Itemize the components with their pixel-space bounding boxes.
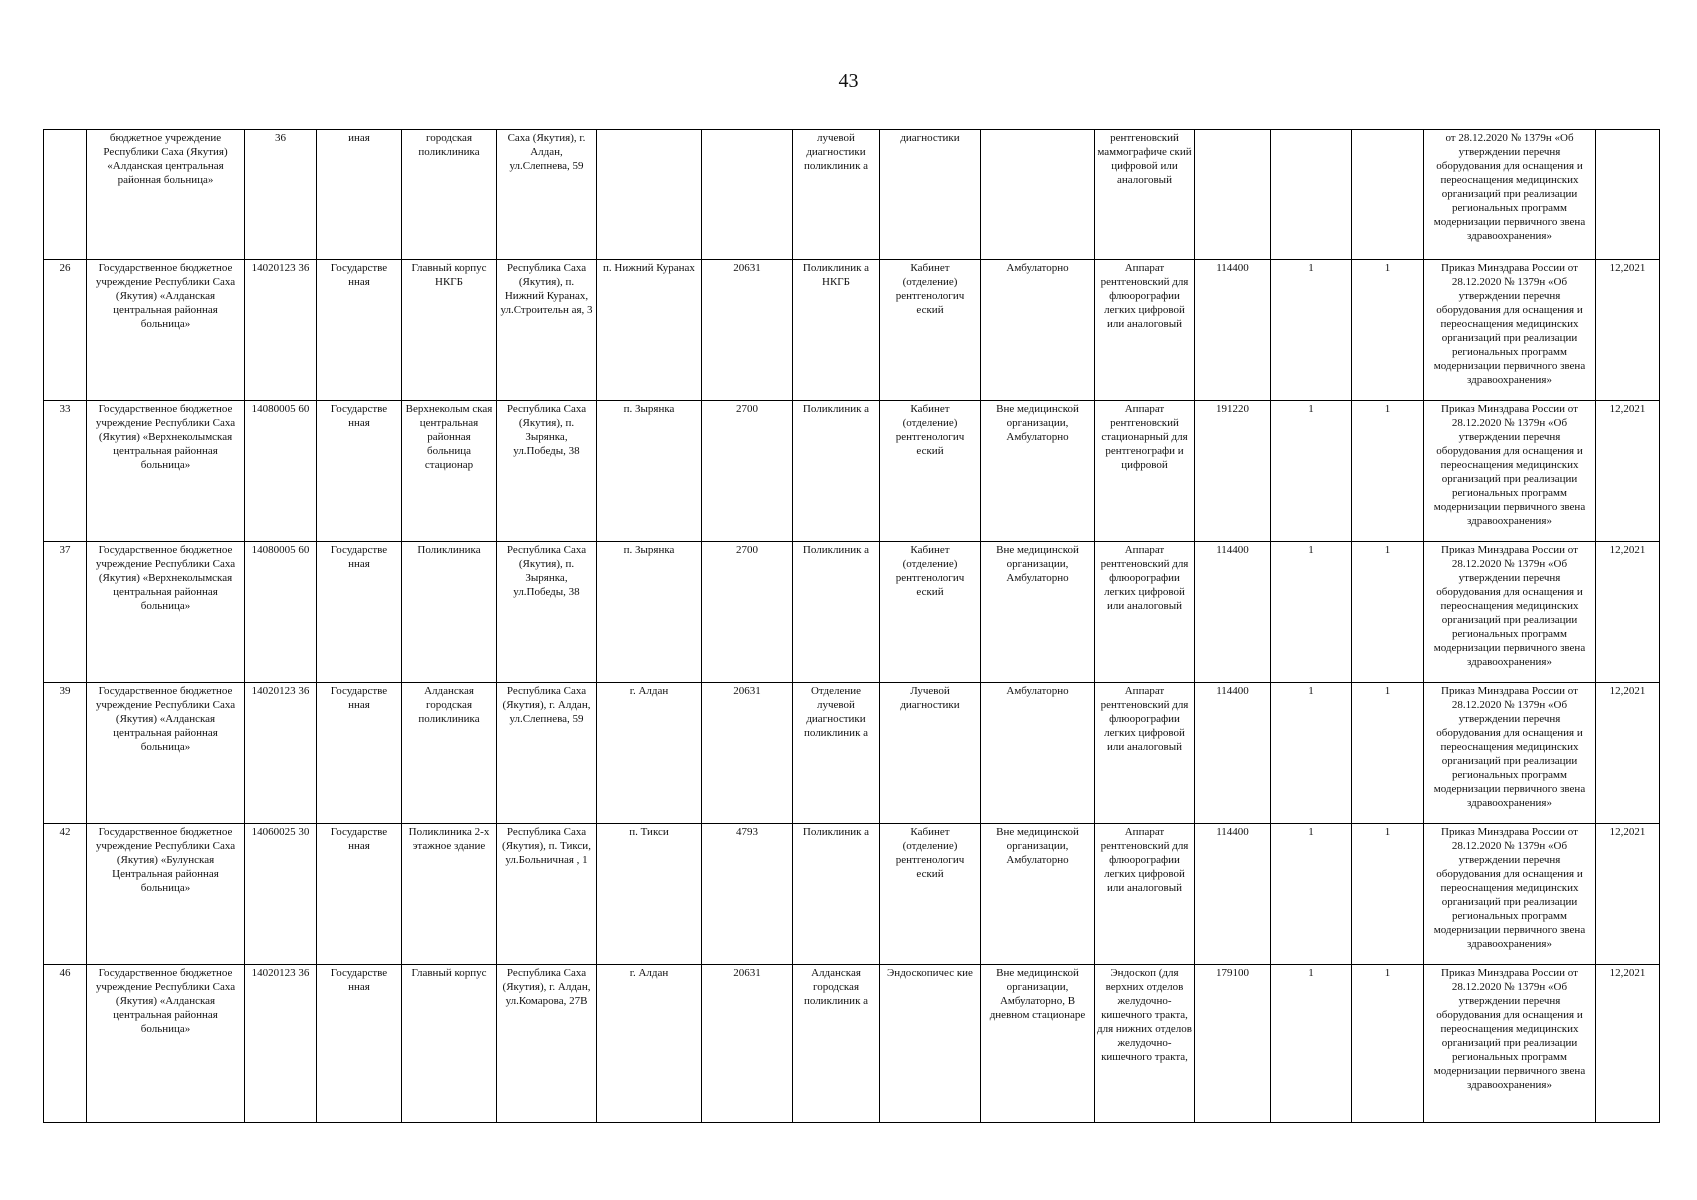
table-row xyxy=(44,542,1660,683)
ownership-form-cell: Государстве нная xyxy=(317,542,402,683)
conditions-cell: Вне медицинской организации, Амбулаторно xyxy=(981,542,1095,683)
organization-name-cell: Государственное бюджетное учреждение Республики Саха (Якутия) «Верхнеколымская центральная районная больница» xyxy=(87,542,245,683)
population-cell: 2700 xyxy=(702,401,793,542)
ownership-form-cell: Государстве нная xyxy=(317,824,402,965)
equipment-cell: Аппарат рентгеновский для флюорографии легких цифровой или аналоговый xyxy=(1095,260,1195,401)
address-cell: Республика Саха (Якутия), п. Нижний Куранах, ул.Строительн ая, 3 xyxy=(497,260,597,401)
subdivision-cell: Отделение лучевой диагностики поликлиник а xyxy=(793,683,880,824)
building-cell: Верхнеколым ская центральная районная больница стационар xyxy=(402,401,497,542)
locality-cell: г. Алдан xyxy=(597,965,702,1123)
deadline-cell: 12,2021 xyxy=(1596,260,1660,401)
quantity-needed-cell: 1 xyxy=(1271,683,1352,824)
legal-basis-cell: Приказ Минздрава России от 28.12.2020 № 1379н «Об утверждении перечня оборудования для оснащения и переоснащения медицинских организаций при реализации региональных программ модернизации первичного звена здравоохранения» xyxy=(1424,683,1596,824)
table-row xyxy=(44,683,1660,824)
locality-cell xyxy=(597,130,702,260)
deadline-cell: 12,2021 xyxy=(1596,965,1660,1123)
department-cell: Кабинет (отделение) рентгенологич еский xyxy=(880,401,981,542)
building-cell: Поликлиника 2-х этажное здание xyxy=(402,824,497,965)
building-cell: Поликлиника xyxy=(402,542,497,683)
quantity-to-purchase-cell: 1 xyxy=(1352,401,1424,542)
legal-basis-cell: Приказ Минздрава России от 28.12.2020 № 1379н «Об утверждении перечня оборудования для оснащения и переоснащения медицинских организаций при реализации региональных программ модернизации первичного звена здравоохранения» xyxy=(1424,260,1596,401)
deadline-cell xyxy=(1596,130,1660,260)
row-number-cell: 33 xyxy=(44,401,87,542)
organization-name-cell: Государственное бюджетное учреждение Республики Саха (Якутия) «Булунская Центральная районная больница» xyxy=(87,824,245,965)
row-number-cell: 37 xyxy=(44,542,87,683)
equipment-cell: Аппарат рентгеновский для флюорографии легких цифровой или аналоговый xyxy=(1095,683,1195,824)
address-cell: Республика Саха (Якутия), п. Зырянка, ул.Победы, 38 xyxy=(497,401,597,542)
population-cell: 20631 xyxy=(702,260,793,401)
equipment-cell: Аппарат рентгеновский для флюорографии легких цифровой или аналоговый xyxy=(1095,542,1195,683)
conditions-cell: Вне медицинской организации, Амбулаторно, В дневном стационаре xyxy=(981,965,1095,1123)
conditions-cell: Вне медицинской организации, Амбулаторно xyxy=(981,401,1095,542)
equipment-table xyxy=(43,129,1660,1123)
department-cell: Кабинет (отделение) рентгенологич еский xyxy=(880,824,981,965)
price-cell: 114400 xyxy=(1195,260,1271,401)
locality-cell: п. Тикси xyxy=(597,824,702,965)
subdivision-cell: лучевой диагностики поликлиник а xyxy=(793,130,880,260)
legal-basis-cell: Приказ Минздрава России от 28.12.2020 № 1379н «Об утверждении перечня оборудования для оснащения и переоснащения медицинских организаций при реализации региональных программ модернизации первичного звена здравоохранения» xyxy=(1424,542,1596,683)
locality-cell: г. Алдан xyxy=(597,683,702,824)
quantity-to-purchase-cell: 1 xyxy=(1352,542,1424,683)
population-cell: 20631 xyxy=(702,683,793,824)
building-cell: Главный корпус xyxy=(402,965,497,1123)
quantity-to-purchase-cell: 1 xyxy=(1352,683,1424,824)
equipment-cell: рентгеновский маммографиче ский цифровой или аналоговый xyxy=(1095,130,1195,260)
ownership-form-cell: Государстве нная xyxy=(317,260,402,401)
subdivision-cell: Алданская городская поликлиник а xyxy=(793,965,880,1123)
row-number-cell: 46 xyxy=(44,965,87,1123)
building-cell: городская поликлиника xyxy=(402,130,497,260)
quantity-to-purchase-cell xyxy=(1352,130,1424,260)
population-cell: 20631 xyxy=(702,965,793,1123)
row-number-cell: 42 xyxy=(44,824,87,965)
department-cell: Кабинет (отделение) рентгенологич еский xyxy=(880,542,981,683)
locality-cell: п. Зырянка xyxy=(597,542,702,683)
department-cell: диагностики xyxy=(880,130,981,260)
equipment-cell: Аппарат рентгеновский стационарный для рентгенографи и цифровой xyxy=(1095,401,1195,542)
deadline-cell: 12,2021 xyxy=(1596,683,1660,824)
table-row xyxy=(44,824,1660,965)
row-number-cell xyxy=(44,130,87,260)
price-cell: 191220 xyxy=(1195,401,1271,542)
price-cell: 114400 xyxy=(1195,824,1271,965)
population-cell: 4793 xyxy=(702,824,793,965)
price-cell: 179100 xyxy=(1195,965,1271,1123)
department-cell: Лучевой диагностики xyxy=(880,683,981,824)
locality-cell: п. Зырянка xyxy=(597,401,702,542)
department-cell: Эндоскопичес кие xyxy=(880,965,981,1123)
inn-cell: 14020123 36 xyxy=(245,260,317,401)
subdivision-cell: Поликлиник а xyxy=(793,824,880,965)
deadline-cell: 12,2021 xyxy=(1596,401,1660,542)
organization-name-cell: Государственное бюджетное учреждение Республики Саха (Якутия) «Верхнеколымская центральная районная больница» xyxy=(87,401,245,542)
address-cell: Республика Саха (Якутия), г. Алдан, ул.Комарова, 27В xyxy=(497,965,597,1123)
price-cell: 114400 xyxy=(1195,542,1271,683)
deadline-cell: 12,2021 xyxy=(1596,542,1660,683)
inn-cell: 14080005 60 xyxy=(245,542,317,683)
ownership-form-cell: Государстве нная xyxy=(317,401,402,542)
subdivision-cell: Поликлиник а xyxy=(793,401,880,542)
address-cell: Саха (Якутия), г. Алдан, ул.Слепнева, 59 xyxy=(497,130,597,260)
address-cell: Республика Саха (Якутия), п. Тикси, ул.Больничная , 1 xyxy=(497,824,597,965)
address-cell: Республика Саха (Якутия), п. Зырянка, ул.Победы, 38 xyxy=(497,542,597,683)
equipment-cell: Эндоскоп (для верхних отделов желудочно-кишечного тракта, для нижних отделов желудочно-кишечного тракта, xyxy=(1095,965,1195,1123)
inn-cell: 14060025 30 xyxy=(245,824,317,965)
organization-name-cell: Государственное бюджетное учреждение Республики Саха (Якутия) «Алданская центральная районная больница» xyxy=(87,260,245,401)
organization-name-cell: Государственное бюджетное учреждение Республики Саха (Якутия) «Алданская центральная районная больница» xyxy=(87,683,245,824)
table-row xyxy=(44,130,1660,260)
table-row xyxy=(44,260,1660,401)
quantity-to-purchase-cell: 1 xyxy=(1352,965,1424,1123)
subdivision-cell: Поликлиник а НКГБ xyxy=(793,260,880,401)
ownership-form-cell: Государстве нная xyxy=(317,683,402,824)
inn-cell: 14080005 60 xyxy=(245,401,317,542)
quantity-needed-cell: 1 xyxy=(1271,965,1352,1123)
organization-name-cell: бюджетное учреждение Республики Саха (Якутия) «Алданская центральная районная больница» xyxy=(87,130,245,260)
price-cell: 114400 xyxy=(1195,683,1271,824)
row-number-cell: 26 xyxy=(44,260,87,401)
deadline-cell: 12,2021 xyxy=(1596,824,1660,965)
conditions-cell xyxy=(981,130,1095,260)
conditions-cell: Вне медицинской организации, Амбулаторно xyxy=(981,824,1095,965)
ownership-form-cell: Государстве нная xyxy=(317,965,402,1123)
conditions-cell: Амбулаторно xyxy=(981,260,1095,401)
building-cell: Главный корпус НКГБ xyxy=(402,260,497,401)
quantity-needed-cell: 1 xyxy=(1271,260,1352,401)
legal-basis-cell: Приказ Минздрава России от 28.12.2020 № 1379н «Об утверждении перечня оборудования для оснащения и переоснащения медицинских организаций при реализации региональных программ модернизации первичного звена здравоохранения» xyxy=(1424,824,1596,965)
quantity-needed-cell: 1 xyxy=(1271,542,1352,683)
quantity-needed-cell xyxy=(1271,130,1352,260)
building-cell: Алданская городская поликлиника xyxy=(402,683,497,824)
ownership-form-cell: иная xyxy=(317,130,402,260)
legal-basis-cell: от 28.12.2020 № 1379н «Об утверждении перечня оборудования для оснащения и переоснащения медицинских организаций при реализации региональных программ модернизации первичного звена здравоохранения» xyxy=(1424,130,1596,260)
inn-cell: 14020123 36 xyxy=(245,965,317,1123)
locality-cell: п. Нижний Куранах xyxy=(597,260,702,401)
population-cell: 2700 xyxy=(702,542,793,683)
quantity-needed-cell: 1 xyxy=(1271,824,1352,965)
inn-cell: 36 xyxy=(245,130,317,260)
quantity-to-purchase-cell: 1 xyxy=(1352,260,1424,401)
conditions-cell: Амбулаторно xyxy=(981,683,1095,824)
quantity-to-purchase-cell: 1 xyxy=(1352,824,1424,965)
legal-basis-cell: Приказ Минздрава России от 28.12.2020 № 1379н «Об утверждении перечня оборудования для оснащения и переоснащения медицинских организаций при реализации региональных программ модернизации первичного звена здравоохранения» xyxy=(1424,965,1596,1123)
price-cell xyxy=(1195,130,1271,260)
organization-name-cell: Государственное бюджетное учреждение Республики Саха (Якутия) «Алданская центральная районная больница» xyxy=(87,965,245,1123)
inn-cell: 14020123 36 xyxy=(245,683,317,824)
department-cell: Кабинет (отделение) рентгенологич еский xyxy=(880,260,981,401)
table-row xyxy=(44,401,1660,542)
legal-basis-cell: Приказ Минздрава России от 28.12.2020 № 1379н «Об утверждении перечня оборудования для оснащения и переоснащения медицинских организаций при реализации региональных программ модернизации первичного звена здравоохранения» xyxy=(1424,401,1596,542)
row-number-cell: 39 xyxy=(44,683,87,824)
page-number: 43 xyxy=(838,70,859,92)
equipment-cell: Аппарат рентгеновский для флюорографии легких цифровой или аналоговый xyxy=(1095,824,1195,965)
population-cell xyxy=(702,130,793,260)
address-cell: Республика Саха (Якутия), г. Алдан, ул.Слепнева, 59 xyxy=(497,683,597,824)
quantity-needed-cell: 1 xyxy=(1271,401,1352,542)
table-row xyxy=(44,965,1660,1123)
subdivision-cell: Поликлиник а xyxy=(793,542,880,683)
